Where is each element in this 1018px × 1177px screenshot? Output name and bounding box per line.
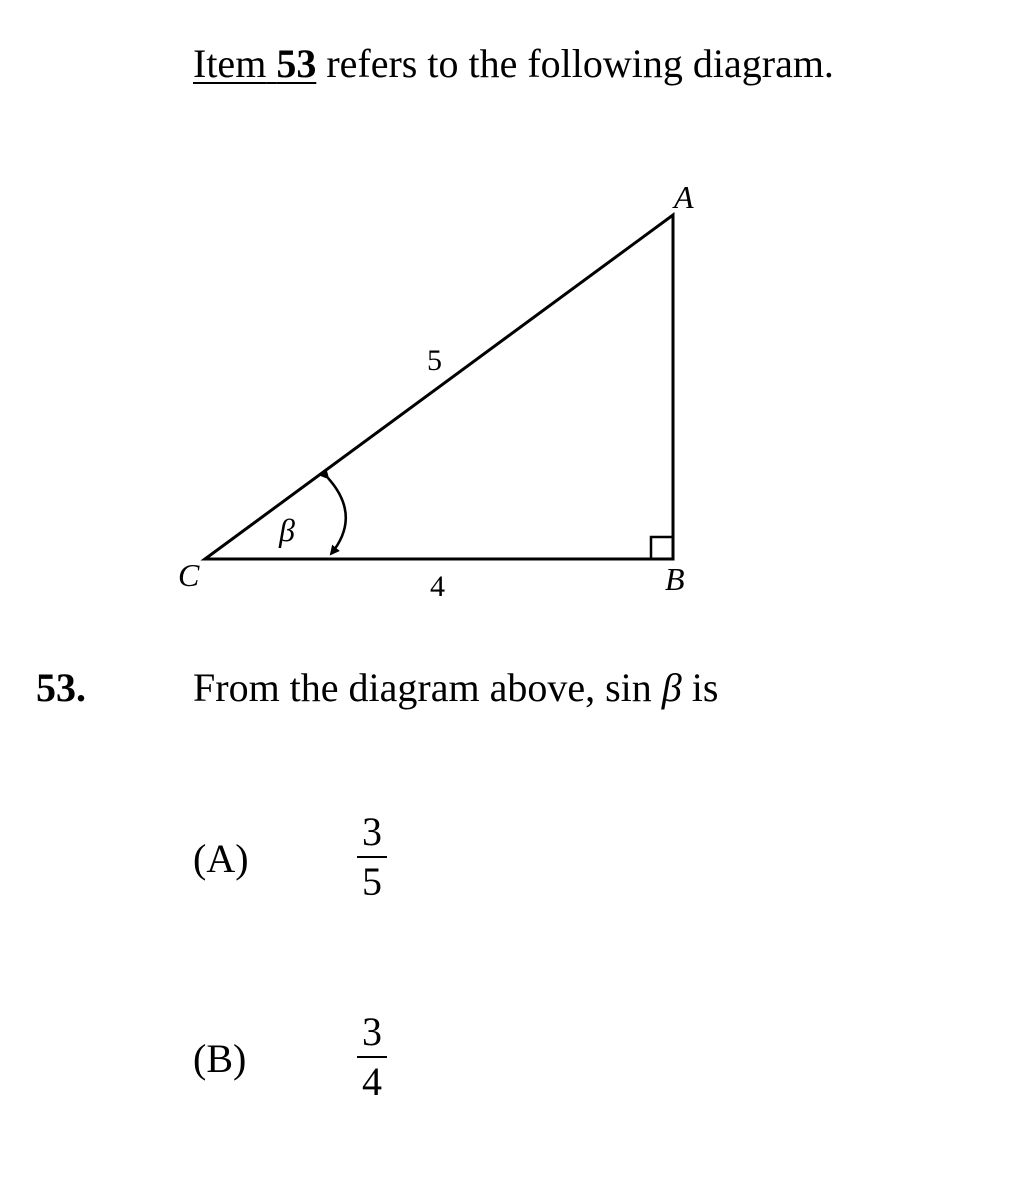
hypotenuse-label: 5 [427, 344, 442, 377]
option-a-label: (A) [193, 836, 249, 881]
triangle-outline [205, 215, 673, 559]
question-tail: is [681, 665, 719, 710]
option-b-fraction [352, 1008, 392, 1106]
math-variable: β [661, 665, 682, 710]
base-label: 4 [430, 570, 445, 603]
option-b-label: (B) [193, 1036, 247, 1081]
intro-rest: refers to the following diagram. [316, 41, 834, 86]
vertex-c-label: C [178, 557, 200, 593]
vertex-b-label: B [665, 561, 685, 597]
option-b-denominator: 4 [362, 1059, 382, 1104]
angle-beta-label: β [279, 512, 295, 548]
math-function: sin [605, 665, 652, 710]
question-text: From the diagram above, [193, 665, 596, 710]
option-a-fraction [352, 808, 392, 906]
option-a-denominator: 5 [362, 859, 382, 904]
item-number: 53 [276, 41, 317, 86]
question-number: 53. [36, 665, 86, 710]
option-b-numerator: 3 [362, 1009, 382, 1054]
angle-arc [328, 478, 346, 554]
vertex-a-label: A [674, 179, 694, 215]
question-stem [193, 662, 718, 714]
item-word: Item [193, 41, 267, 86]
option-a-numerator: 3 [362, 809, 382, 854]
right-angle-marker [651, 537, 673, 559]
question-math [605, 665, 682, 710]
